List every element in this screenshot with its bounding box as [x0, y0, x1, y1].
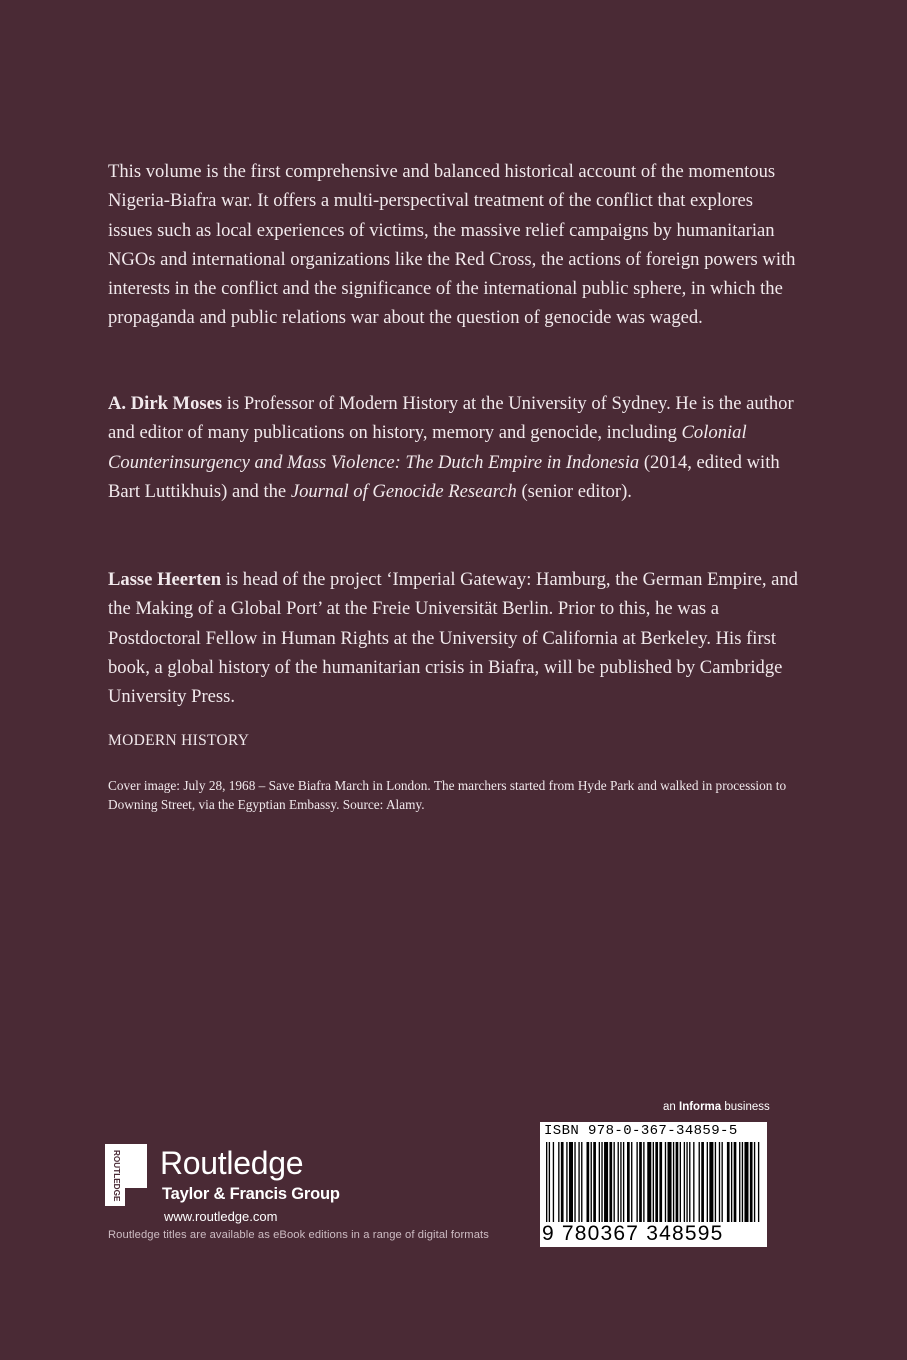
- barcode-bar: [693, 1142, 694, 1222]
- routledge-logo-text: ROUTLEDGE: [112, 1150, 121, 1202]
- barcode-bar: [722, 1142, 723, 1222]
- barcode-bar: [744, 1142, 748, 1222]
- barcode-bar: [574, 1142, 575, 1222]
- barcode-bar: [647, 1142, 651, 1222]
- barcode-bar: [601, 1142, 602, 1222]
- isbn-label: ISBN 978-0-367-34859-5: [544, 1123, 738, 1139]
- isbn-barcode: [540, 1122, 767, 1247]
- informa-business-line: [663, 1101, 770, 1113]
- publisher-url: www.routledge.com: [164, 1209, 278, 1224]
- subject-category: MODERN HISTORY: [108, 732, 250, 749]
- barcode-bar: [623, 1142, 624, 1222]
- ebook-note: Routledge titles are available as eBook editions in a range of digital formats: [108, 1229, 489, 1241]
- barcode-bar: [731, 1142, 732, 1222]
- author1-name: A. Dirk Moses: [108, 393, 223, 414]
- barcode-bar: [578, 1142, 579, 1222]
- author1-bio-part3: (senior editor).: [516, 480, 632, 502]
- author1-journal-title: Journal of Genocide Research: [290, 480, 517, 502]
- barcode-bar: [699, 1142, 700, 1222]
- barcode-bar: [689, 1142, 690, 1222]
- description-paragraph: [108, 157, 798, 333]
- author1-bio: [108, 389, 798, 506]
- barcode-bar: [627, 1142, 630, 1222]
- barcode-bar: [581, 1142, 582, 1222]
- routledge-logo-icon: [103, 1142, 149, 1208]
- description-text: This volume is the first comprehensive and balanced historical account of the momentous Nigeria-Biafra war. It offers a multi-perspectival treatment of the conflict that explores issues such as local experiences of victims, the massive relief campaigns by humanitarian NGOs and international organizations like the Red Cross, the actions of foreign powers with interests in the conflict and the significance of the international public sphere, in which the propaganda and public relations war about the question of genocide was waged.: [108, 161, 796, 329]
- barcode-bar: [673, 1142, 674, 1222]
- author2-bio-text: is head of the project ‘Imperial Gateway: Hamburg, the German Empire, and the Making of a Global Port’ at the Freie Universität Berlin. Prior to this, he was a Postdoctoral Fellow in Human Rights at the University of California at Berkeley. His first book, a global history of the humanitarian crisis in Biafra, will be published by Cambridge University Press.: [108, 569, 798, 708]
- barcode-bars: [544, 1142, 763, 1222]
- barcode-bar: [750, 1142, 753, 1222]
- author2-name: Lasse Heerten: [108, 569, 222, 590]
- author1-bio-part1: is Professor of Modern History at the University of Sydney. He is the author and editor of many publications on history, memory and genocide, including: [108, 393, 794, 444]
- barcode-bar: [546, 1142, 547, 1222]
- barcode-bar: [631, 1142, 632, 1222]
- barcode-bar: [659, 1142, 662, 1222]
- author1-book-title: Colonial Counterinsurgency and Mass Violence: The Dutch Empire in Indonesia: [108, 422, 747, 473]
- publisher-group: Taylor & Francis Group: [162, 1185, 340, 1203]
- barcode-bar: [593, 1142, 596, 1222]
- barcode-bar: [734, 1142, 737, 1222]
- barcode-bar: [614, 1142, 615, 1222]
- author1-bio-part2: (2014, edited with Bart Luttikhuis) and the: [108, 451, 780, 502]
- barcode-bar: [618, 1142, 619, 1222]
- barcode-bar: [591, 1142, 592, 1222]
- barcode-bar: [587, 1142, 590, 1222]
- publisher-name: Routledge: [160, 1145, 304, 1181]
- barcode-bar: [609, 1142, 612, 1222]
- isbn-digits: 9 780367 348595: [542, 1222, 724, 1245]
- barcode-bar: [719, 1142, 720, 1222]
- barcode-bar: [558, 1142, 559, 1222]
- barcode-bar: [709, 1142, 713, 1222]
- author2-bio: [108, 565, 798, 711]
- barcode-bar: [715, 1142, 716, 1222]
- barcode-bar: [701, 1142, 704, 1222]
- barcode-bar: [676, 1142, 679, 1222]
- barcode-bar: [620, 1142, 621, 1222]
- barcode-bar: [655, 1142, 658, 1222]
- barcode-bar: [754, 1142, 755, 1222]
- barcode-bar: [553, 1142, 554, 1222]
- barcode-bar: [665, 1142, 666, 1222]
- barcode-bar: [566, 1142, 567, 1222]
- barcode-bar: [653, 1142, 654, 1222]
- informa-prefix: an: [663, 1101, 679, 1113]
- barcode-bar: [636, 1142, 637, 1222]
- barcode-bar: [742, 1142, 743, 1222]
- informa-brand: Informa: [679, 1101, 722, 1113]
- barcode-bar: [686, 1142, 687, 1222]
- barcode-bar: [639, 1142, 642, 1222]
- barcode-bar: [727, 1142, 730, 1222]
- informa-suffix: business: [721, 1101, 770, 1113]
- barcode-bar: [680, 1142, 681, 1222]
- barcode-bar: [707, 1142, 708, 1222]
- barcode-bar: [569, 1142, 573, 1222]
- barcode-bar: [599, 1142, 600, 1222]
- barcode-bar: [684, 1142, 685, 1222]
- barcode-bar: [739, 1142, 740, 1222]
- barcode-bar: [604, 1142, 608, 1222]
- barcode-bar: [668, 1142, 672, 1222]
- barcode-bar: [643, 1142, 644, 1222]
- cover-image-credit: Cover image: July 28, 1968 – Save Biafra March in London. The marchers started from Hyde Park and walked in procession to Downing Street, via the Egyptian Embassy. Source: Alamy.: [108, 778, 787, 812]
- barcode-bar: [758, 1142, 759, 1222]
- barcode-bar: [549, 1142, 550, 1222]
- barcode-bar: [561, 1142, 564, 1222]
